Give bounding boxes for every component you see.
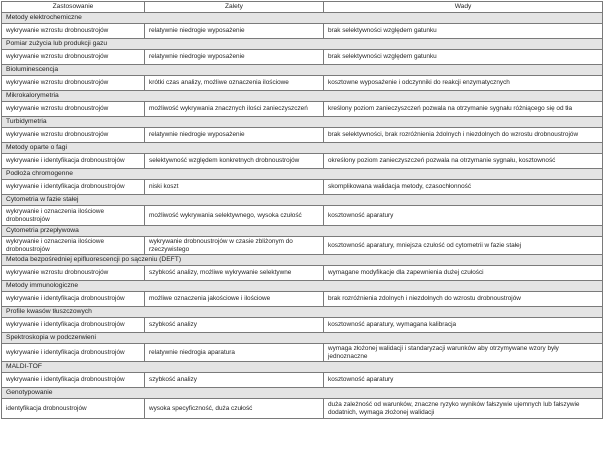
cell-zalety: relatywnie niedrogie wyposażenie [145,128,324,143]
section-row [2,143,603,154]
cell-wady: kosztowność aparatury, mniejsza czułość od cytometrii w fazie stałej [324,237,603,255]
cell-zalety: relatywnie niedrogie wyposażenie [145,24,324,39]
cell-zastosowanie: wykrywanie wzrostu drobnoustrojów [2,128,145,143]
table-row [2,50,603,65]
table-row [2,266,603,281]
table-row [2,373,603,388]
cell-zastosowanie: wykrywanie wzrostu drobnoustrojów [2,50,145,65]
cell-zastosowanie: wykrywanie wzrostu drobnoustrojów [2,266,145,281]
cell-zalety: szybkość analizy, możliwe wykrywanie selektywne [145,266,324,281]
cell-zastosowanie: wykrywanie i identyfikacja drobnoustrojów [2,154,145,169]
cell-wady: brak selektywności, brak rozróżnienia żdolnych i niezdolnych do wzrostu drobnoustrojów [324,128,603,143]
header-zastosowanie: Zastosowanie [2,2,145,13]
cell-zastosowanie: wykrywanie i oznaczenia ilościowe drobnoustrojów [2,237,145,255]
section-row [2,91,603,102]
cell-zalety: wysoka specyficzność, duża czułość [145,399,324,419]
cell-zalety: relatywnie niedrogie wyposażenie [145,50,324,65]
table-row [2,292,603,307]
cell-wady: wymagane modyfikacje dla zapewnienia dużej czułości [324,266,603,281]
cell-zastosowanie: wykrywanie i identyfikacja drobnoustrojów [2,180,145,195]
cell-wady: skomplikowana walidacja metody, czasochłonność [324,180,603,195]
cell-zastosowanie: wykrywanie i oznaczenia ilościowe drobnoustrojów [2,206,145,226]
cell-wady: wymaga złożonej walidacji i standaryzacji warunków aby otrzymywane wzory były jednoznaczne [324,344,603,362]
table-row [2,180,603,195]
section-row [2,13,603,24]
section-title: Metody oparte o fagi [2,143,603,154]
section-title: Podłoża chromogenne [2,169,603,180]
cell-wady: kosztowność aparatury [324,373,603,388]
cell-zastosowanie: wykrywanie wzrostu drobnoustrojów [2,24,145,39]
methods-comparison-table [1,1,603,419]
section-row [2,65,603,76]
table-row [2,399,603,419]
cell-zalety: szybkość analizy [145,373,324,388]
cell-wady: kreślony poziom zanieczyszczeń pozwala na otrzymanie sygnału różniącego się od tła [324,102,603,117]
header-zalety: Zalety [145,2,324,13]
section-row [2,362,603,373]
section-row [2,388,603,399]
cell-zastosowanie: wykrywanie i identyfikacja drobnoustrojów [2,373,145,388]
table-row [2,154,603,169]
table-row [2,102,603,117]
section-title: Genotypowanie [2,388,603,399]
table-row [2,76,603,91]
section-title: Cytometria przepływowa [2,226,603,237]
cell-zastosowanie: wykrywanie i identyfikacja drobnoustrojów [2,292,145,307]
cell-zalety: wykrywanie drobnoustrojów w czasie zbliżonym do rzeczywistego [145,237,324,255]
table-row [2,237,603,255]
cell-zalety: możliwość wykrywania znacznych ilości zanieczyszczeń [145,102,324,117]
section-row [2,39,603,50]
section-row [2,333,603,344]
cell-zalety: szybkość analizy [145,318,324,333]
section-title: Bioluminescencja [2,65,603,76]
cell-zalety: selektywność względem konkretnych drobnoustrojów [145,154,324,169]
section-title: Spektroskopia w podczerwieni [2,333,603,344]
section-row [2,226,603,237]
cell-zastosowanie: wykrywanie wzrostu drobnoustrojów [2,102,145,117]
cell-zalety: niski koszt [145,180,324,195]
cell-zalety: możliwość wykrywania selektywnego, wysoka czułość [145,206,324,226]
cell-wady: kosztowne wyposażenie i odczynniki do reakcji enzymatycznych [324,76,603,91]
section-row [2,281,603,292]
header-row [2,2,603,13]
section-row [2,169,603,180]
cell-wady: kosztowność aparatury, wymagana kalibracja [324,318,603,333]
table-container [1,1,603,419]
section-title: Metoda bezpośredniej epifluorescencji po sączeniu (DEFT) [2,255,603,266]
section-row [2,195,603,206]
table-row [2,128,603,143]
cell-wady: brak selektywności względem gatunku [324,24,603,39]
cell-zastosowanie: wykrywanie i identyfikacja drobnoustrojów [2,318,145,333]
table-row [2,318,603,333]
section-title: Cytometria w fazie stałej [2,195,603,206]
section-row [2,307,603,318]
section-title: Pomiar zużycia lub produkcji gazu [2,39,603,50]
cell-zastosowanie: wykrywanie i identyfikacja drobnoustrojów [2,344,145,362]
table-row [2,206,603,226]
section-title: Mikrokalorymetria [2,91,603,102]
table-row [2,344,603,362]
section-title: Turbidymetria [2,117,603,128]
section-title: Profile kwasów tłuszczowych [2,307,603,318]
section-title: Metody immunologiczne [2,281,603,292]
section-title: Metody elektrochemiczne [2,13,603,24]
cell-zastosowanie: wykrywanie wzrostu drobnoustrojów [2,76,145,91]
cell-zalety: relatywnie niedrogia aparatura [145,344,324,362]
section-row [2,255,603,266]
cell-wady: brak rozróżnienia zdolnych i niezdolnych do wzrostu drobnoustrojów [324,292,603,307]
cell-wady: brak selektywności względem gatunku [324,50,603,65]
section-row [2,117,603,128]
header-wady: Wady [324,2,603,13]
cell-wady: określony poziom zanieczyszczeń pozwala na otrzymanie sygnału, kosztowność [324,154,603,169]
cell-zastosowanie: identyfikacja drobnoustrojów [2,399,145,419]
cell-zalety: możliwe oznaczenia jakościowe i ilościowe [145,292,324,307]
cell-wady: kosztowność aparatury [324,206,603,226]
cell-wady: duża zależność od warunków, znaczne ryzyko wyników fałszywie ujemnych lub fałszywie dodatnich, wymaga złożonej walidacji [324,399,603,419]
section-title: MALDI-TOF [2,362,603,373]
cell-zalety: krótki czas analizy, możliwe oznaczenia ilościowe [145,76,324,91]
table-row [2,24,603,39]
